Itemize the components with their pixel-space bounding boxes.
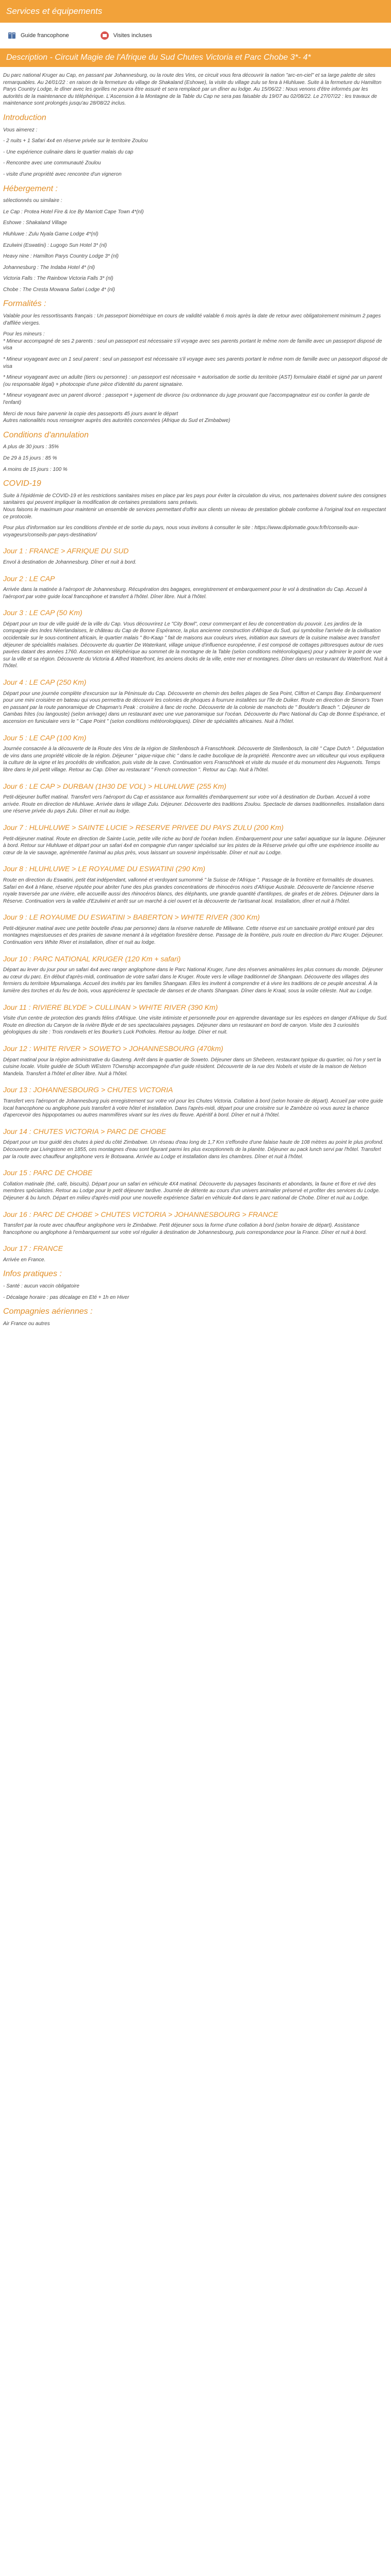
introduction-heading: Introduction: [3, 113, 46, 122]
formalites-paragraph: Valable pour les ressortissants français : Un passeport biométrique en cours de validité valable 6 mois après la date de retour avec obligatoirement minimum 2 pages d'affilée vierges.: [3, 313, 381, 326]
intro-line: - 2 nuits + 1 Safari 4x4 en réserve privée sur le territoire Zoulou: [3, 138, 148, 144]
day-text: Envol à destination de Johannesburg. Dîner et nuit à bord.: [3, 559, 137, 565]
condition-line: De 29 à 15 jours : 85 %: [3, 455, 57, 461]
covid-paragraph: Suite à l'épidémie de COVID-19 et les restrictions sanitaires mises en place par les pays pour éviter la circulation du virus, nos partenaires doivent suivre des consignes sanitaires qui peuvent impliquer la modification de certaines prestations sans préavis.: [3, 493, 386, 506]
day-text: Petit-déjeuner matinal. Route en direction de Sainte Lucie, petite ville riche au bord de l'océan Indien. Embarquement pour une safari aquatique sur la lagune. Déjeuner à bord. Retour sur Hluhluwe et départ pour un safari 4x4 en compagnie d'un ranger spécialisé sur les pistes de la Réserve privée qui offre une expérience insolite au cœur de la vie sauvage, agrémentée l'animal au plus près, vous laissant un souvenir impérissable. Dîner et nuit au Lodge.: [3, 836, 386, 856]
day-title: Jour 6 : LE CAP > DURBAN (1H30 DE VOL) > HLUHLUWE (255 Km): [3, 782, 226, 790]
intro-paragraph: Du parc national Kruger au Cap, en passant par Johannesburg, ou la route des Vins, ce circuit vous fera découvrir la nation "arc-en-ciel" et sa large palette de sites remarquables. Au 24/01/22 : en raison de la fermeture du village de Shakaland (Eshowe), la visite du village zulu se fera à Hluhluwe. Suite à la fermeture du Hamilton Parys Country Lodge, le dîner avec les gorilles ne pourra être assuré et sera remplacé par un dîner au lodge. Au 15/06/22 : Nous venons d'être informés par les autorités de la maintenance du téléphérique. L'Ascension à la Montagne de la Table du Cap ne sera pas faisable du 19/07 au 02/08/22. Le 27/07/22 : les travaux de maintenance sont prolongés jusqu'au 28/08/22 inclus.: [3, 73, 382, 107]
conditions-list: [3, 444, 388, 473]
formalites-heading: Formalités :: [3, 299, 46, 309]
day-title: Jour 4 : LE CAP (250 Km): [3, 678, 87, 687]
hotel-line: Heavy nine : Hamilton Parys Country Lodge 3* (nl): [3, 253, 119, 260]
services-list: [0, 23, 391, 48]
hotel-line: Victoria Falls : The Rainbow Victoria Falls 3* (nl): [3, 276, 113, 282]
formalites-paragraph: Autres nationalités nous renseigner auprès des autorités concernées (Afrique du Sud et Zimbabwe): [3, 418, 231, 424]
infos-list: [3, 1283, 388, 1301]
services-title: Services et équipements: [6, 6, 103, 16]
hotel-line: Johannesburg : The Indaba Hotel 4* (nl): [3, 264, 95, 270]
day-text: Départ pour un tour guidé des chutes à pied du côté Zimbabwe. Un réseau d'eau long de 1,7 Km s'effondre d'une falaise haute de 108 mètres au point le plus profond. Découverte par Livingstone en 1855, ces montagnes d'eau sont figurant parmi les plus exceptionnels de la planète. Déjeuner au pack lunch servi par l'hôtel. Transfert par la route avec chauffeur anglophone vers le Botswana. Arrivée au Lodge et installation dans les chambres. Dîner et nuit à l'hôtel.: [3, 1140, 384, 1160]
hotel-line: Ezulwini (Eswatini) : Lugogo Sun Hotel 3* (nl): [3, 242, 107, 248]
infos-heading: Infos pratiques :: [3, 1269, 62, 1279]
hotel-line: Chobe : The Cresta Mowana Safari Lodge 4* (nl): [3, 286, 115, 293]
covid-paragraph: Nous faisons le maximum pour maintenir un ensemble de services permettant d'offrir aux clients un niveau de prestation globale conforme à l'original tout en respectant ce protocole.: [3, 506, 386, 520]
services-header: [0, 0, 391, 23]
hebergement-list: [3, 197, 388, 293]
day-text: Départ au lever du jour pour un safari 4x4 avec ranger anglophone dans le Parc National Kruger, l'une des réserves animalières les plus connues du monde. Déjeuner au cœur du parc. En début d'après-midi, continuation de votre safari dans le Kruger. Route vers le village traditionnel de Shangaan. Découverte des villages des fermiers du territoire Mpumalanga. Accueil des invités par les familles Shangaan. Elles les invitent à comprendre et à vivre les traditions de ce peuple ancestral. À la lumière des torches et du feu de bois, vous apprécierez le spectacle de danses et de chants Shangaan. Dîner dans le Kraal, sous la voûte céleste. Nuit au Lodge.: [3, 967, 383, 994]
covid-heading: COVID-19: [3, 479, 41, 488]
description-title: Description - Circuit Magie de l'Afrique du Sud Chutes Victoria et Parc Chobe 3*- 4*: [6, 53, 311, 62]
compagnies-text: Air France ou autres: [3, 1320, 50, 1327]
day-title: Jour 14 : CHUTES VICTORIA > PARC DE CHOBE: [3, 1127, 166, 1136]
main-content: [0, 72, 391, 1327]
day-text: Départ pour une journée complète d'excursion sur la Péninsule du Cap. Découverte en chemin des belles plages de Sea Point, Clifton et Camps Bay. Embarquement pour une mini croisière en bateau qui vous permettra de découvrir les colonies de phoques à fourrure installées sur l'île de Duiker. Route en direction de Simon's Town en passant par la route panoramique de Chapman's Peak : croisière à fanc de roche. Découverte de la colonie de manchots de " Boulder's Beach ". Déjeuner de Gambas frites (ou langouste) (selon arrivage) dans un restaurant avec une vue panoramique sur l'océan. Découverte du Parc National du Cap de Bonne Espérance, et ascension en funiculaire vers le " Cape Point " (selon conditions météorologiques). Dîner de spécialités africaines. Nuit à l'hôtel.: [3, 690, 385, 724]
condition-line: A plus de 30 jours : 35%: [3, 444, 59, 450]
day-title: Jour 8 : HLUHLUWE > LE ROYAUME DU ESWATINI (290 Km): [3, 865, 205, 873]
day-text: Journée consacrée à la découverte de la Route des Vins de la région de Stellenbosch à Franschhoek. Découverte de Stellenbosch, la cité " Cape Dutch ". Dégustation de vins dans une propriété viticole de la région. Déjeuner " pique-nique chic " dans le cadre bucolique de la propriété. Rencontre avec un viticulteur qui vous expliquera la culture de la vigne et les procédés de vinification, puis visite de la cave. Continuation vers Franschhoek et visite du musée et du monument des Huguenots. Temps libre dans le joli petit village. Retour au Cap. Dîner au restaurant " French connection ". Retour au Cap. Nuit à l'hôtel.: [3, 746, 385, 773]
itinerary: [3, 548, 388, 1263]
day-title: Jour 2 : LE CAP: [3, 574, 55, 583]
hotel-line: Eshowe : Shakaland Village: [3, 220, 67, 226]
condition-line: A moins de 15 jours : 100 %: [3, 466, 68, 472]
day-title: Jour 1 : FRANCE > AFRIQUE DU SUD: [3, 547, 129, 555]
hebergement-heading: Hébergement :: [3, 184, 58, 193]
description-header: [0, 48, 391, 67]
intro-line: Vous aimerez :: [3, 127, 38, 133]
intro-list: [3, 127, 388, 178]
day-title: Jour 17 : FRANCE: [3, 1244, 63, 1253]
compagnies-heading: Compagnies aériennes :: [3, 1307, 93, 1316]
info-line: - Décalage horaire : pas décalage en Eté + 1h en Hiver: [3, 1294, 129, 1300]
day-text: Arrivée dans la matinée à l'aéroport de Johannesburg. Récupération des bagages, enregistrement et embarquement pour le vol à destination du Cap. Accueil à l'aéroport par votre guide local francophone et transfert à l'hôtel. Dîner libre. Nuit à l'hôtel.: [3, 587, 367, 600]
day-text: Arrivée en France.: [3, 1257, 46, 1263]
day-text: Collation matinale (thé, café, biscuits). Départ pour un safari en véhicule 4X4 matinal. Découverte du paysages fascinants et abondants, la faune et flore et rivé des membres spécialistes. Retour au Lodge pour le petit déjeuner tardive. Journée de détente au cours d'un univers animalier préservé et profiter des services du Lodge. Déjeuner & bu lunch. Départ en milieu d'après-midi pour une nouvelle expérience Safari en véhicule 4x4 dans le parc national de Chobe. Dîner et nuit au Lodge.: [3, 1181, 380, 1201]
formalites-paragraph: * Mineur voyageant avec un 1 seul parent : seul un passeport est nécessaire s'il voyage avec ses parents portant le même nom de famille avec un passeport disposé de visa: [3, 357, 388, 369]
hotel-line: Hluhluwe : Zulu Nyala Game Lodge 4*(nl): [3, 231, 99, 237]
day-title: Jour 3 : LE CAP (50 Km): [3, 608, 83, 617]
service-visits-label: Visites incluses: [113, 32, 152, 39]
hotel-line: Le Cap : Protea Hotel Fire & Ice By Marriott Cape Town 4*(nl): [3, 209, 144, 215]
day-title: Jour 5 : LE CAP (100 Km): [3, 733, 87, 742]
day-text: Transfert par la route avec chauffeur anglophone vers le Zimbabwe. Petit déjeuner sous la forme d'une collation à bord (selon horaire de départ). Assistance francophone ou anglophone à l'embarquement sur votre vol régulier à destination de Johannesbourg, puis correspondance pour la France. Dîner et nuit à bord.: [3, 1223, 367, 1235]
day-text: Petit-déjeuner buffet matinal. Transfert vers l'aéroport du Cap et assistance aux formalités d'embarquement sur votre vol à destination de Durban. Accueil à votre arrivée. Route en direction de Hluhluwe. Arrivée dans le village Zulu. Déjeuner. Découverte des traditions Zoulou. Spectacle de danses traditionnelles. Installation dans une réserve privée du pays Zulu. Dîner et nuit au lodge.: [3, 794, 385, 815]
intro-line: - Rencontre avec une communauté Zoulou: [3, 160, 101, 166]
intro-line: - visite d'une propriété avec rencontre d'un vigneron: [3, 171, 122, 177]
day-title: Jour 16 : PARC DE CHOBE > CHUTES VICTORIA > JOHANNESBOURG > FRANCE: [3, 1210, 279, 1218]
day-title: Jour 13 : JOHANNESBOURG > CHUTES VICTORIA: [3, 1086, 173, 1094]
formalites-paragraph: Merci de nous faire parvenir la copie des passeports 45 jours avant le départ: [3, 411, 178, 417]
book-icon: [7, 31, 17, 40]
formalites-paragraph: * Mineur voyageant avec un adulte (tiers ou personne) : un passeport est nécessaire + autorisation de sortie du territoire (AST) formulaire établi et signé par un parent (ou responsable légal) + photocopie d'une pièce d'identité du parent signataire.: [3, 375, 382, 387]
conditions-heading: Conditions d'annulation: [3, 430, 89, 439]
day-text: Transfert vers l'aéroport de Johannesburg puis enregistrement sur votre vol pour les Chutes Victoria. Collation à bord (selon horaire de départ). Accueil par votre guide local francophone ou anglophone puis transfert à votre hôtel et installation. Dans l'après-midi, départ pour une croisière sur le Zambèze où vous aurez la chance d'apercevoir des hippopotames ou autres mammifères vivant sur les rives du fleuve. Apéritif à bord. Dîner et nuit à l'hôtel.: [3, 1098, 383, 1118]
intro-line: - Une expérience culinaire dans le quartier malais du cap: [3, 149, 134, 155]
info-line: - Santé : aucun vaccin obligatoire: [3, 1283, 79, 1290]
day-text: Départ pour un tour de ville guidé de la ville du Cap. Vous découvrirez Le "City Bowl", cœur commerçant et lieu de concentration du pouvoir. Les jardins de la compagnie des Indes Néerlandaises, le château du Cap de Bonne Espérance, la plus ancienne construction d'Afrique du Sud, qui symbolise l'arrivée de la civilisation occidentale sur le sous-continent africain, le quartier malais " Bo-Kaap " fait de maisons aux couleurs vives, initiation aux saveurs de la cuisine malaise avec transfert déjeuner de spécialités malaises. Découverte du quartier De Waterkant, village unique d'influence européenne, il est composé de cottages pittoresques autour de rues pavées datant des années 1760. Ascension en téléphérique au sommet de la montagne de la Table (selon conditions météorologiques) pour y admirer le point de vue sur la ville et sa région. Découverte du Victoria & Alfred Waterfront, les anciens docks de la ville, entre mer et montagnes. Dîner dans un restaurant du Waterfront. Nuit à l'hôtel.: [3, 621, 387, 669]
service-guide: [7, 31, 69, 40]
formalites-paragraph: Pour les mineurs : * Mineur accompagné de ses 2 parents : seul un passeport est nécessaire s'il voyage avec ses parents portant le même nom de famille avec un passeport disposé de visa: [3, 331, 382, 351]
day-title: Jour 7 : HLUHLUWE > SAINTE LUCIE > RESERVE PRIVEE DU PAYS ZULU (200 Km): [3, 823, 284, 832]
day-title: Jour 12 : WHITE RIVER > SOWETO > JOHANNESBOURG (470km): [3, 1044, 223, 1053]
day-text: Départ matinal pour la région administrative du Gauteng. Arrêt dans le quartier de Soweto. Déjeuner dans un Shebeen, restaurant typique du quartier, où l'on y sert la cuisine locale. Visite guidée de SOuth WEstern TOwnship accompagnée d'un guide résident. Découverte de la rue des Nobels et visite de la maison de Nelson Mandela. Transfert à l'hôtel et dîner libre. Nuit à l'hôtel.: [3, 1057, 381, 1077]
day-title: Jour 15 : PARC DE CHOBE: [3, 1168, 93, 1177]
service-guide-label: Guide francophone: [21, 32, 69, 39]
day-text: Petit-déjeuner matinal avec une petite boutelle d'eau par personne) dans la réserve naturelle de Mlilwane. Cette réserve est un sanctuaire protégé entouré par des montagnes majestueuses et des prairies de savane menant à la végétation forestière dense. Passage de la frontière, puis route en direction du Parc Kruger. Déjeuner. Continuation vers White River et installation, dîner et nuit au lodge.: [3, 925, 384, 946]
day-text: Visite d'un centre de protection des grands félins d'Afrique. Une visite intimiste et personnelle pour en apprendre davantage sur les espèces en danger d'Afrique du Sud. Route en direction du Canyon de la rivière Blyde et de ses spectaculaires paysages. Déjeuner dans un restaurant en bord de canyon. Visite des 3 curiosités géologiques du site : Trois rondavels et les Bourke's Luck Potholes. Retour au lodge. Dîner et nuit.: [3, 1015, 388, 1036]
covid-paragraph: Pour plus d'information sur les conditions d'entrée et de sortie du pays, nous vous invitons à consulter le site : https://www.diplomatie.gouv.fr/fr/conseils-aux-voyageurs/conseils-par-pays-destination/: [3, 525, 360, 538]
day-title: Jour 11 : RIVIERE BLYDE > CULLINAN > WHITE RIVER (390 Km): [3, 1003, 218, 1011]
day-title: Jour 10 : PARC NATIONAL KRUGER (120 Km + safari): [3, 954, 181, 963]
hotel-line: sélectionnés ou similaire :: [3, 198, 62, 204]
ticket-icon: [100, 31, 109, 40]
service-visits: [100, 31, 152, 40]
day-title: Jour 9 : LE ROYAUME DU ESWATINI > BABERTON > WHITE RIVER (300 Km): [3, 913, 260, 922]
formalites-paragraph: * Mineur voyageant avec un parent divorcé : passeport + jugement de divorce (ou ordonnance du juge prouvant que l'accompagnateur est ou confier la garde de l'enfant): [3, 393, 370, 405]
day-text: Route en direction du Eswatini, petit état indépendant, vallonné et verdoyant surnommé " la Suisse de l'Afrique ". Passage de la frontière et formalités de douanes. Safari en 4x4 à Hlane, réserve réputée pour abriter l'une des plus grandes concentrations de rhinocéros noirs d'Afrique Australe. Découverte de l'ancienne réserve royale traversée par une rivière, elle accueille aussi des rhinocéros blancs, des éléphants, une grande quantité d'antilopes, de girafes et de zèbres. Déjeuner dans la Réserve. Continuation vers la vallée d'Ezulwini et arrêt sur un marché à ciel ouvert et la découverte de l'artisanat local. Installation, dîner et nuit à l'hôtel.: [3, 877, 379, 904]
